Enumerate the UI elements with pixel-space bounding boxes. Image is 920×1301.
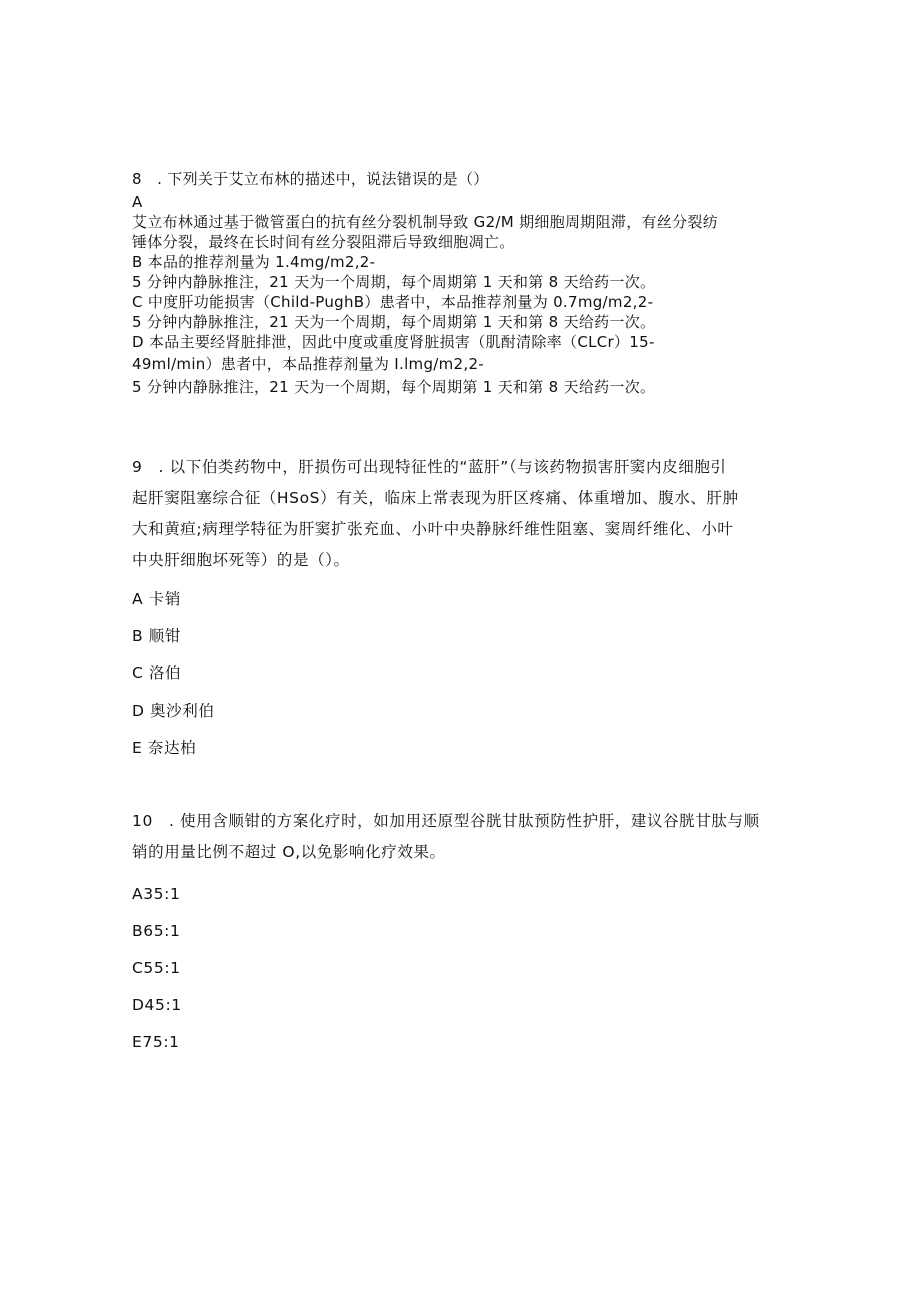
- q8-option-b-line2: 5 分钟内静脉推注，21 天为一个周期，每个周期第 1 天和第 8 天给药一次。: [132, 273, 656, 291]
- q8-stem: 8 . 下列关于艾立布林的描述中，说法错误的是（）: [132, 170, 489, 188]
- q10-option-a: A35:1: [132, 885, 181, 903]
- q9-stem-line3: 大和黄疸;病理学特征为肝窦扩张充血、小叶中央静脉纤维性阻塞、窦周纤维化、小叶: [132, 520, 734, 538]
- q10-stem-line2: 销的用量比例不超过 O,以免影响化疗效果。: [132, 843, 446, 861]
- q8-option-a-line1: 艾立布林通过基于微管蛋白的抗有丝分裂机制导致 G2/M 期细胞周期阻滞，有丝分裂纺: [132, 213, 719, 231]
- q9-option-d: D 奥沙利伯: [132, 702, 215, 720]
- q9-stem-line2: 起肝窦阻塞综合征（HSoS）有关，临床上常表现为肝区疼痛、体重增加、腹水、肝肿: [132, 489, 739, 507]
- q8-option-d-line1: D 本品主要经肾脏排泄，因此中度或重度肾脏损害（肌酎清除率（CLCr）15-: [132, 333, 655, 351]
- q10-stem-line1: 10 . 使用含顺钳的方案化疗时，如加用还原型谷胱甘肽预防性护肝，建议谷胱甘肽与顺: [132, 812, 760, 830]
- q9-option-a: A 卡销: [132, 590, 181, 608]
- q9-option-c: C 洛伯: [132, 664, 182, 682]
- q8-option-d-line2: 49ml/min）患者中，本品推荐剂量为 I.lmg/m2,2-: [132, 355, 485, 373]
- q10-option-d: D45:1: [132, 996, 182, 1014]
- q10-option-c: C55:1: [132, 959, 181, 977]
- q9-stem-line1: 9 . 以下伯类药物中，肝损伤可出现特征性的“蓝肝”（与该药物损害肝窦内皮细胞引: [132, 458, 727, 476]
- q9-option-e: E 奈达柏: [132, 739, 197, 757]
- q10-option-b: B65:1: [132, 922, 181, 940]
- q8-option-b-line1: B 本品的推荐剂量为 1.4mg/m2,2-: [132, 253, 376, 271]
- q8-option-c-line2: 5 分钟内静脉推注，21 天为一个周期，每个周期第 1 天和第 8 天给药一次。: [132, 313, 656, 331]
- q9-option-b: B 顺钳: [132, 627, 181, 645]
- q8-option-a-label: A: [132, 193, 143, 211]
- q8-option-a-line2: 锤体分裂，最终在长时间有丝分裂阻滞后导致细胞凋亡。: [132, 233, 515, 251]
- q10-option-e: E75:1: [132, 1033, 180, 1051]
- q8-option-c-line1: C 中度肝功能损害（Child-PughB）患者中，本品推荐剂量为 0.7mg/m2,2-: [132, 293, 654, 311]
- q8-option-d-line3: 5 分钟内静脉推注，21 天为一个周期，每个周期第 1 天和第 8 天给药一次。: [132, 378, 656, 396]
- q9-stem-line4: 中央肝细胞坏死等）的是（）。: [132, 551, 350, 569]
